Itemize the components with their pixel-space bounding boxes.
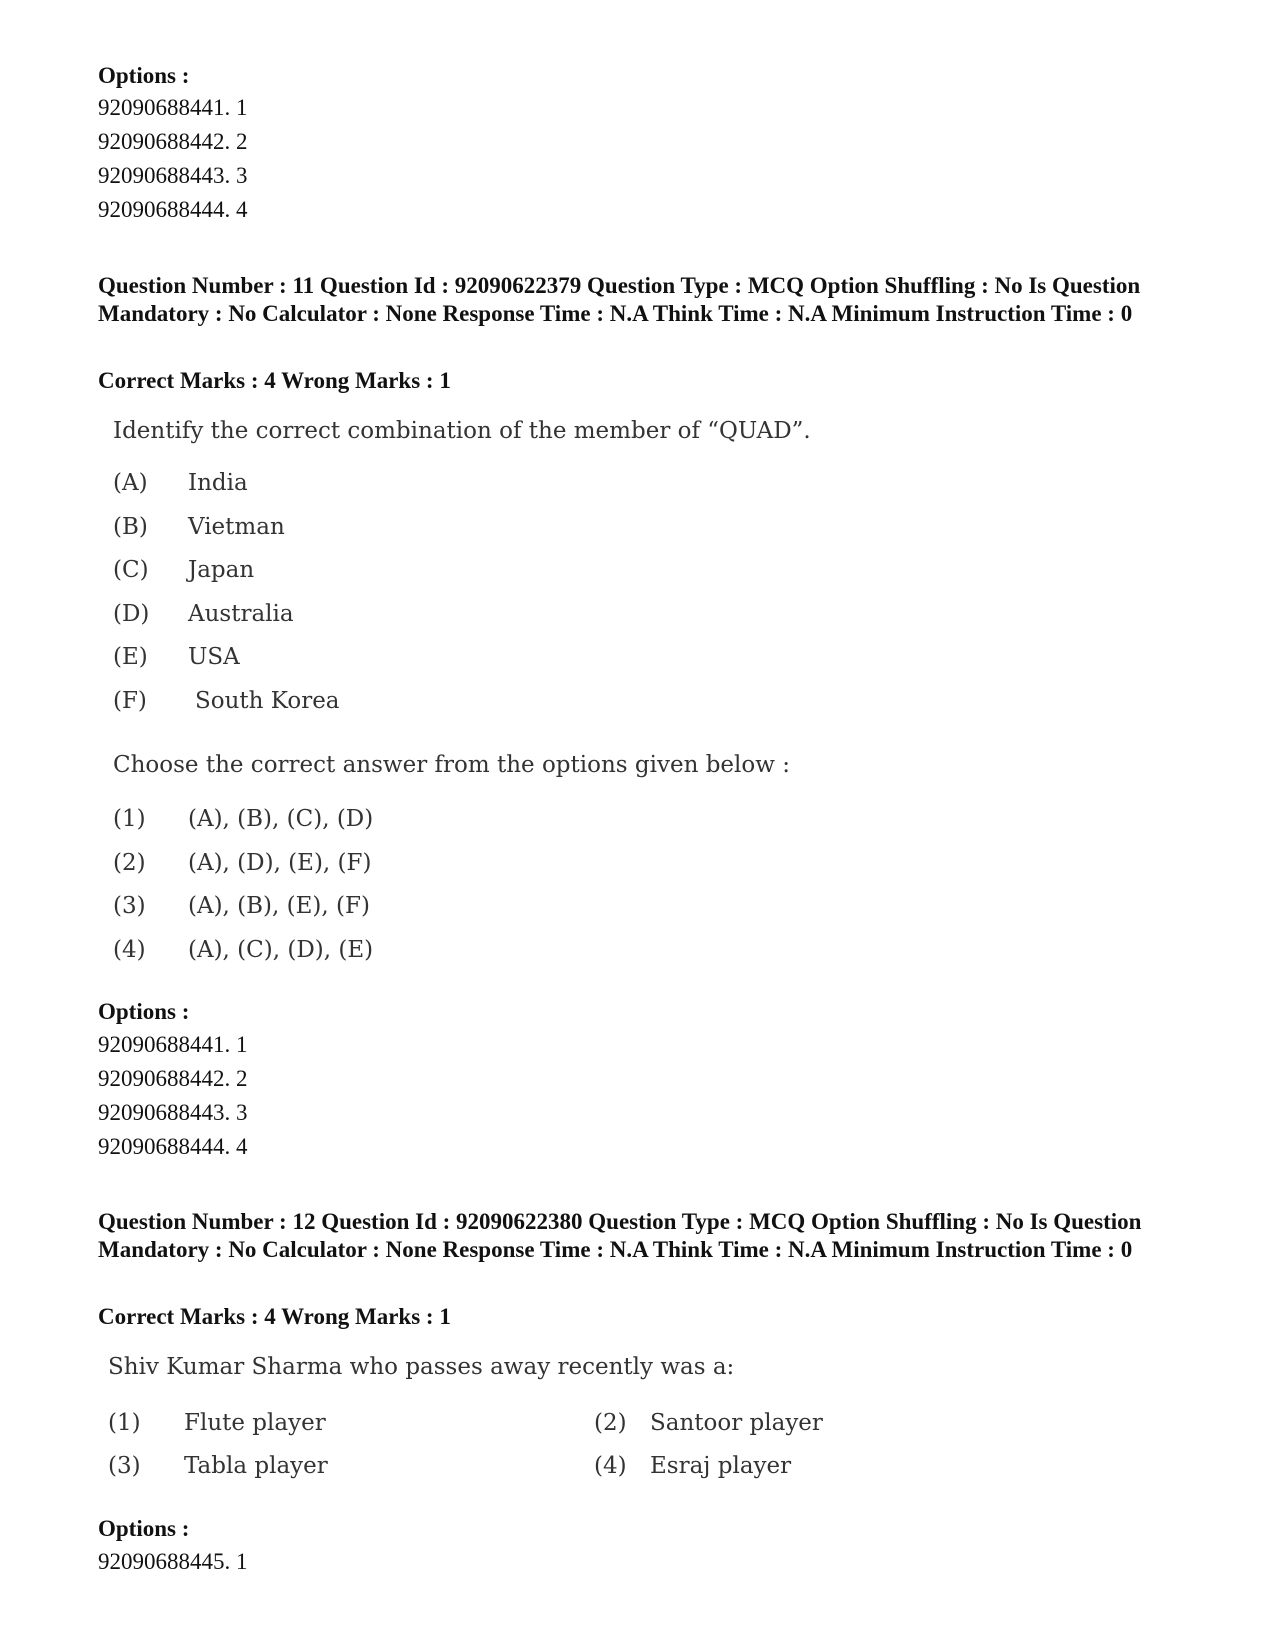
option-item: 92090688441. 1 bbox=[98, 1032, 248, 1057]
choice-text: Santoor player bbox=[650, 1410, 823, 1436]
option-item: 92090688442. 2 bbox=[98, 129, 248, 154]
statement-text: Vietman bbox=[188, 514, 285, 540]
choice-text: (A), (D), (E), (F) bbox=[188, 850, 372, 876]
question-11-choose-instruction: Choose the correct answer from the options given below : bbox=[113, 752, 790, 778]
statement-label: (A) bbox=[113, 470, 148, 496]
choice-label: (2) bbox=[594, 1410, 627, 1436]
question-12-stem: Shiv Kumar Sharma who passes away recently was a: bbox=[108, 1354, 735, 1380]
choice-label: (3) bbox=[113, 893, 146, 919]
question-11-stem: Identify the correct combination of the member of “QUAD”. bbox=[113, 418, 811, 444]
choice-text: (A), (C), (D), (E) bbox=[188, 937, 374, 963]
options-heading: Options : bbox=[98, 1516, 190, 1541]
choice-text: Tabla player bbox=[184, 1453, 328, 1479]
option-item: 92090688443. 3 bbox=[98, 163, 248, 188]
choice-label: (3) bbox=[108, 1453, 141, 1479]
options-heading: Options : bbox=[98, 999, 190, 1024]
option-item: 92090688441. 1 bbox=[98, 95, 248, 120]
option-item: 92090688445. 1 bbox=[98, 1549, 248, 1574]
choice-label: (1) bbox=[108, 1410, 141, 1436]
option-item: 92090688443. 3 bbox=[98, 1100, 248, 1125]
choice-text: Flute player bbox=[184, 1410, 326, 1436]
statement-text: Australia bbox=[188, 601, 294, 627]
statement-label: (B) bbox=[113, 514, 148, 540]
statement-text: Japan bbox=[188, 557, 255, 583]
choice-text: (A), (B), (C), (D) bbox=[188, 806, 374, 832]
choice-label: (4) bbox=[594, 1453, 627, 1479]
statement-text: South Korea bbox=[195, 688, 340, 714]
statement-label: (E) bbox=[113, 644, 148, 670]
question-12-marks: Correct Marks : 4 Wrong Marks : 1 bbox=[98, 1304, 451, 1329]
choice-text: (A), (B), (E), (F) bbox=[188, 893, 370, 919]
choice-label: (4) bbox=[113, 937, 146, 963]
statement-text: USA bbox=[188, 644, 240, 670]
option-item: 92090688442. 2 bbox=[98, 1066, 248, 1091]
statement-label: (F) bbox=[113, 688, 147, 714]
statement-label: (C) bbox=[113, 557, 149, 583]
choice-label: (1) bbox=[113, 806, 146, 832]
statement-label: (D) bbox=[113, 601, 150, 627]
choice-label: (2) bbox=[113, 850, 146, 876]
option-item: 92090688444. 4 bbox=[98, 197, 248, 222]
option-item: 92090688444. 4 bbox=[98, 1134, 248, 1159]
question-11-marks: Correct Marks : 4 Wrong Marks : 1 bbox=[98, 368, 451, 393]
options-heading: Options : bbox=[98, 63, 190, 88]
question-11-meta: Question Number : 11 Question Id : 92090622379 Question Type : MCQ Option Shuffling : No Is Question Mandatory : No Calculator : None Response Time : N.A Think Time : N.A Minimum Instruction Time : 0 bbox=[98, 273, 1141, 326]
statement-text: India bbox=[188, 470, 248, 496]
question-12-meta: Question Number : 12 Question Id : 92090622380 Question Type : MCQ Option Shuffling : No Is Question Mandatory : No Calculator : None Response Time : N.A Think Time : N.A Minimum Instruction Time : 0 bbox=[98, 1209, 1142, 1262]
choice-text: Esraj player bbox=[650, 1453, 792, 1479]
